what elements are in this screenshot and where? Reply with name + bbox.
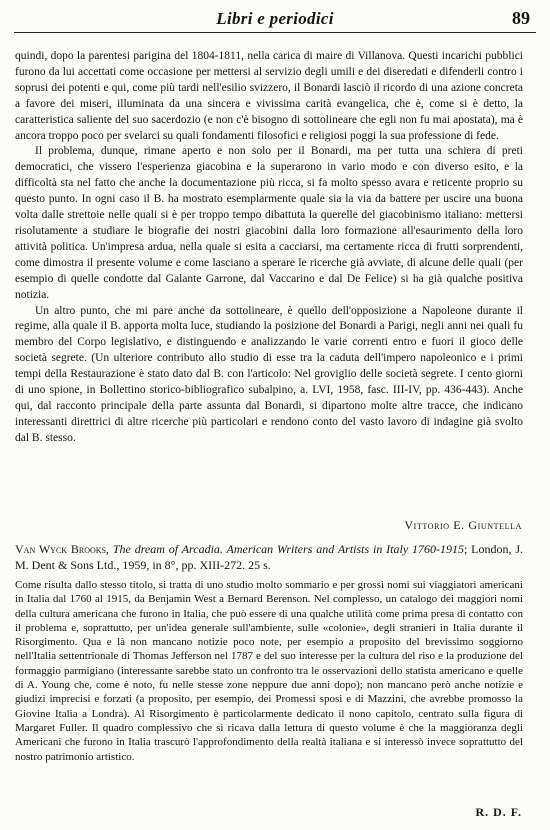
review-paragraph: Come risulta dallo stesso titolo, si tratta di uno studio molto sommario e per grossi nomi sui viaggiatori americani in Italia dal 1760 al 1915, da Benjamin West a Bernard Berenson. Nel complesso, un catalogo dei maggiori nomi della cultura americana che furono in Italia, che può essere di una qualche utilità come prima presa di contatto con il problema e, soprattutto, per un'idea generale sull'ambiente, sulle «colonie», degli stranieri in Italia durante il Risorgimento. Qua e là non mancano notizie poco note, per esempio a proposito del brevissimo soggiorno nell'Italia settentrionale di Thomas Jefferson nel 1787 e del suo interesse per la cultura del riso e la produzione del formaggio parmigiano (interessante sarebbe stato un confronto tra le osservazioni dello statista americano e quelle di A. Young che, come è noto, fu nelle stesse zone neppure due anni dopo); non mancano però anche notizie e giudizi imprecisi e forzati (a proposito, per esempio, dei Promessi sposi e di Mazzini, che avrebbe promosso la Giovine Italia a Londra). Al Risorgimento è particolarmente dedicato il nono capitolo, centrato sulla figura di Margaret Fuller. Il quadro complessivo che si ricava dalla lettura di questo volume è che la maggioranza degli Americani che furono in Italia trascurò l'approfondimento della realtà italiana e si interessò invece soprattutto del nostro patrimonio artistico. (15, 579, 523, 763)
book-title: The dream of Arcadia. American Writers and Artists in Italy 1760-1915 (112, 542, 464, 556)
review-body (15, 49, 523, 447)
review-paragraph: quindi, dopo la parentesi parigina del 1804-1811, nella carica di maire di Villanova. Questi incarichi pubblici furono da lui accettati come occasione per mettersi al servizio degli umili e dei diseredati e difenderli contro i soprusi dei potenti e qui, come più tardi nell'esilio svizzero, il Bonardi lasciò il ricordo di una azione concreta a favore dei miseri, illuminata da una sincera e vivissima carità evangelica, che è, come si è detto, la caratteristica saliente del suo sacerdozio (e non c'è bisogno di sottolineare che egli non fu mai apostata), ma è ancora troppo poco per svelarci su quali fondamenti filosofici e religiosi poggi la sua professione di fede. (15, 50, 523, 142)
section-divider (0, 535, 550, 536)
running-title: Libri e periodici (216, 9, 334, 28)
review-paragraph: Il problema, dunque, rimane aperto e non solo per il Bonardi, ma per tutta una schiera di preti democratici, che vissero l'esperienza giacobina e la superarono in vario modo e con diverso esito, e la difficoltà sta nel fatto che anche la documentazione più ricca, si fa molto spesso avara e reticente proprio su questo punto. In ogni caso il B. ha mostrato esemplarmente quale sia la via da battere per uscire una buona volta dalle strettoie nelle quali si è per troppo tempo dibattuta la querelle del giacobinismo italiano: mettersi risolutamente a studiare le biografie dei nostri giacobini dalla loro formazione all'esaurimento della loro attività politica. Un'impresa ardua, nella quale si esita a cacciarsi, ma certamente ricca di frutti sorprendenti, come dimostra il presente volume e come lasciano a sperare le ricerche già avviate, di alcune delle quali (per esempio di quelle condotte dal Galante Garrone, dal Vaccarino e dal De Felice) si ha già qualche positiva notizia. (15, 145, 523, 301)
review-paragraph: Un altro punto, che mi pare anche da sottolineare, è quello dell'opposizione a Napoleone durante il regime, alla quale il B. apporta molta luce, studiando la posizione del Bonardi a Parigi, negli anni nei quali fu membro del Corpo legislativo, e distinguendo e analizzando le varie correnti entro e fuori il gioco delle società segrete. (Un ulteriore contributo allo studio di esse tra la caduta dell'impero napoleonico e i primi tempi della Restaurazione è stato dato dal B. con l'articolo: Nel groviglio delle società segrete. I cento giorni di uno spione, in Bollettino storico-bibliografico subalpino, a. LVI, 1958, fasc. III-IV, pp. 436-443). Anche qui, dal racconto principale della parte assunta dal Bonardi, si dipartono molte altre tracce, che indicano interessanti direttrici di altre ricerche più particolari e rendono conto del vasto lavoro di indagine già svolto dal B. stesso. (15, 304, 523, 444)
reviewer-initials: R. D. F. (475, 805, 522, 819)
reviewer-signature: Vittorio E. Giuntella (404, 518, 522, 532)
review-body-second (15, 578, 523, 764)
book-author: Van Wyck Brooks (15, 542, 107, 556)
running-head (14, 6, 536, 33)
book-publication: ; London, J. M. Dent & Sons Ltd., 1959, in 8°, pp. XIII-272. 25 s. (15, 542, 523, 572)
book-citation: Van Wyck Brooks, The dream of Arcadia. American Writers and Artists in Italy 1760-1915; London, J. M. Dent & Sons Ltd., 1959, in 8°, pp. XIII-272. 25 s. (15, 542, 523, 572)
page-number: 89 (512, 8, 530, 28)
